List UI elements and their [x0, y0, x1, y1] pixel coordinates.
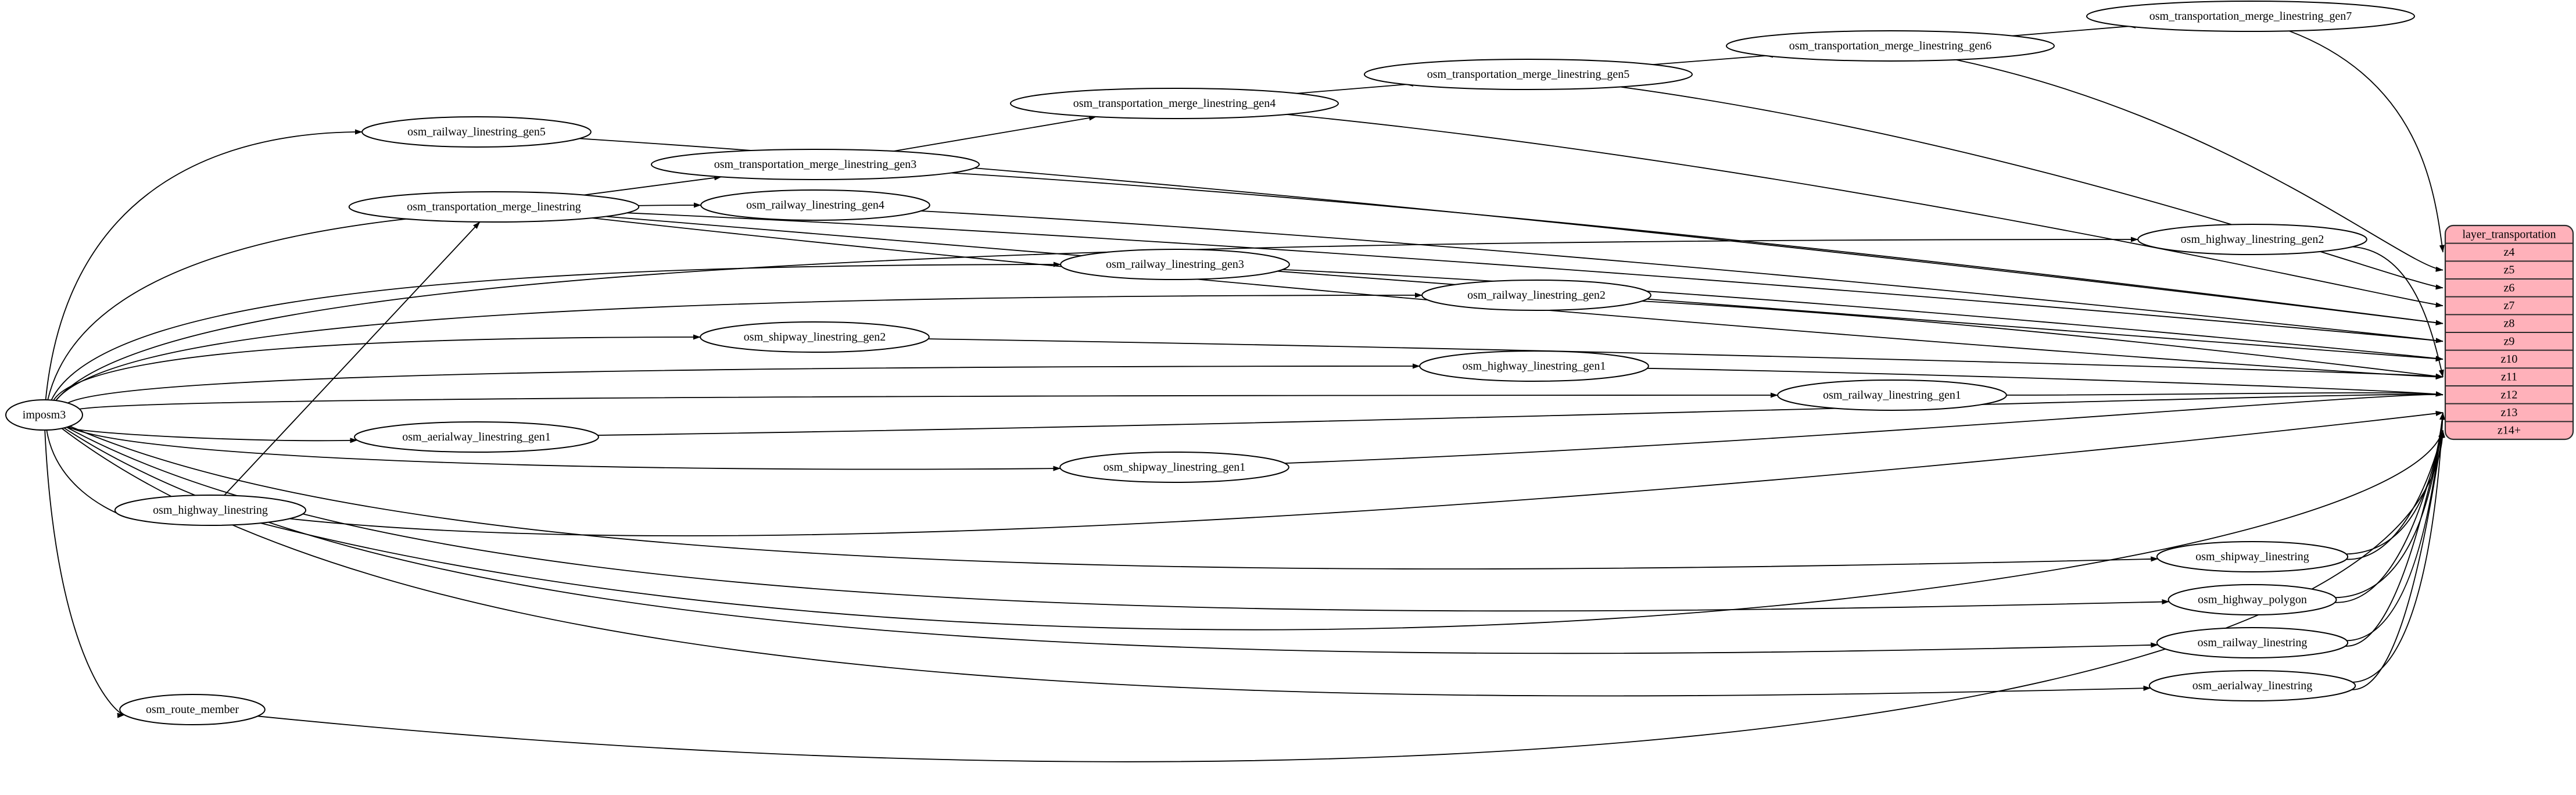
table-label: osm_transportation_merge_linestring_gen3 — [714, 158, 917, 171]
table-label: osm_transportation_merge_linestring_gen4 — [1073, 97, 1276, 110]
table-label: imposm3 — [22, 409, 66, 421]
table-label: osm_transportation_merge_linestring_gen7 — [2149, 10, 2352, 23]
table-label: osm_shipway_linestring_gen1 — [1103, 461, 1246, 474]
edge-osm_transportation_merge_linestring_gen5-to-row-z6 — [1620, 87, 2443, 288]
table-label: osm_railway_linestring_gen3 — [1106, 258, 1244, 271]
edge-osm_aerialway_linestring-to-row-z13 — [2352, 413, 2443, 682]
record-title: layer_transportation — [2462, 228, 2556, 241]
table-node-osm_transportation_merge_linestring_gen3 — [651, 149, 979, 180]
table-node-osm_railway_linestring_gen4 — [701, 190, 930, 220]
table-node-osm_shipway_linestring_gen2 — [700, 322, 929, 352]
table-node-imposm3 — [6, 400, 83, 430]
edge-imposm3-to-osm_shipway_linestring — [70, 426, 2158, 569]
table-label: osm_highway_linestring_gen1 — [1462, 360, 1606, 373]
table-label: osm_railway_linestring_gen2 — [1467, 289, 1606, 302]
table-node-osm_highway_linestring_gen2 — [2138, 224, 2367, 255]
table-label: osm_highway_linestring — [153, 504, 268, 517]
table-node-osm_transportation_merge_linestring_gen6 — [1726, 31, 2054, 61]
edge-osm_highway_linestring-to-osm_transportation_merge_linestring — [224, 222, 480, 495]
record-row-z8: z8 — [2503, 317, 2515, 330]
record-row-z12: z12 — [2500, 388, 2518, 402]
table-label: osm_aerialway_linestring_gen1 — [402, 431, 551, 443]
record-row-z7: z7 — [2503, 299, 2515, 312]
edge-imposm3-to-osm_route_member — [45, 430, 124, 715]
table-node-osm_shipway_linestring_gen1 — [1060, 452, 1289, 482]
edge-osm_shipway_linestring_gen2-to-row-z11 — [928, 339, 2443, 377]
table-node-osm_highway_linestring — [115, 495, 306, 525]
table-node-osm_highway_polygon — [2169, 585, 2337, 615]
edge-imposm3-to-osm_aerialway_linestring_gen1 — [67, 427, 357, 441]
layer-transportation-record — [2445, 225, 2573, 439]
record-row-z4: z4 — [2503, 246, 2515, 259]
record-row-z5: z5 — [2503, 263, 2515, 277]
edge-osm_railway_linestring-to-row-z14+ — [2345, 431, 2443, 646]
table-label: osm_highway_polygon — [2198, 593, 2307, 606]
table-node-osm_railway_linestring — [2157, 628, 2348, 658]
record-row-z14+: z14+ — [2497, 424, 2521, 437]
table-node-osm_transportation_merge_linestring_gen5 — [1364, 59, 1692, 89]
edge-osm_aerialway_linestring_gen1-to-row-z12 — [598, 395, 2443, 435]
table-label: osm_shipway_linestring — [2195, 550, 2309, 563]
node-layer — [6, 1, 2414, 725]
edge-osm_transportation_merge_linestring_gen6-to-osm_transportation_merge_linestring_gen7 — [2012, 26, 2128, 35]
edge-osm_transportation_merge_linestring-to-osm_transportation_merge_linestring_gen3 — [584, 177, 722, 195]
edge-osm_highway_linestring-to-row-z13 — [289, 413, 2443, 536]
edge-osm_transportation_merge_linestring_gen5-to-osm_transportation_merge_linestring_gen6 — [1653, 56, 1765, 65]
table-node-osm_transportation_merge_linestring_gen7 — [2087, 1, 2414, 31]
table-node-osm_transportation_merge_linestring — [349, 192, 639, 222]
table-label: osm_railway_linestring_gen5 — [407, 126, 546, 138]
table-node-osm_shipway_linestring — [2157, 542, 2348, 572]
edge-osm_transportation_merge_linestring_gen7-to-row-z4 — [2290, 31, 2444, 252]
table-label: osm_railway_linestring_gen1 — [1823, 389, 1961, 402]
table-label: osm_route_member — [146, 703, 239, 716]
table-node-osm_railway_linestring_gen1 — [1778, 380, 2007, 410]
table-node-osm_railway_linestring_gen2 — [1422, 280, 1651, 310]
record-row-z11: z11 — [2500, 370, 2518, 384]
edge-osm_transportation_merge_linestring_gen3-to-osm_transportation_merge_linestring_gen4 — [894, 117, 1097, 151]
edge-osm_aerialway_linestring-to-row-z14+ — [2352, 431, 2443, 690]
table-node-osm_route_member — [120, 694, 265, 725]
table-node-osm_highway_linestring_gen1 — [1420, 351, 1649, 381]
edge-osm_transportation_merge_linestring_gen4-to-osm_transportation_merge_linestring_gen5 — [1296, 84, 1406, 93]
table-label: osm_shipway_linestring_gen2 — [743, 331, 886, 343]
table-node-osm_aerialway_linestring_gen1 — [354, 422, 599, 452]
edge-osm_railway_linestring_gen2-to-row-z11 — [1642, 301, 2444, 377]
table-label: osm_aerialway_linestring — [2192, 679, 2313, 692]
table-node-osm_aerialway_linestring — [2149, 671, 2355, 701]
table-label: osm_railway_linestring — [2197, 636, 2308, 649]
table-label: osm_transportation_merge_linestring_gen5 — [1427, 68, 1630, 81]
edge-imposm3-to-osm_shipway_linestring_gen2 — [53, 337, 700, 400]
table-label: osm_highway_linestring_gen2 — [2180, 233, 2324, 246]
edge-imposm3-to-osm_railway_linestring_gen1 — [80, 395, 1778, 409]
edge-osm_railway_linestring-to-row-z13 — [2347, 413, 2443, 640]
record-row-z9: z9 — [2503, 335, 2515, 348]
table-node-osm_railway_linestring_gen3 — [1061, 249, 1289, 280]
edge-osm_transportation_merge_linestring_gen4-to-row-z7 — [1287, 114, 2443, 306]
table-label: osm_railway_linestring_gen4 — [746, 199, 884, 212]
table-label: osm_transportation_merge_linestring_gen6 — [1789, 40, 1992, 52]
record-row-z10: z10 — [2500, 353, 2518, 366]
record-row-z13: z13 — [2500, 406, 2518, 419]
table-label: osm_transportation_merge_linestring — [407, 200, 581, 213]
table-node-osm_transportation_merge_linestring_gen4 — [1011, 88, 1338, 119]
table-node-osm_railway_linestring_gen5 — [362, 117, 591, 147]
record-row-z6: z6 — [2503, 281, 2515, 295]
